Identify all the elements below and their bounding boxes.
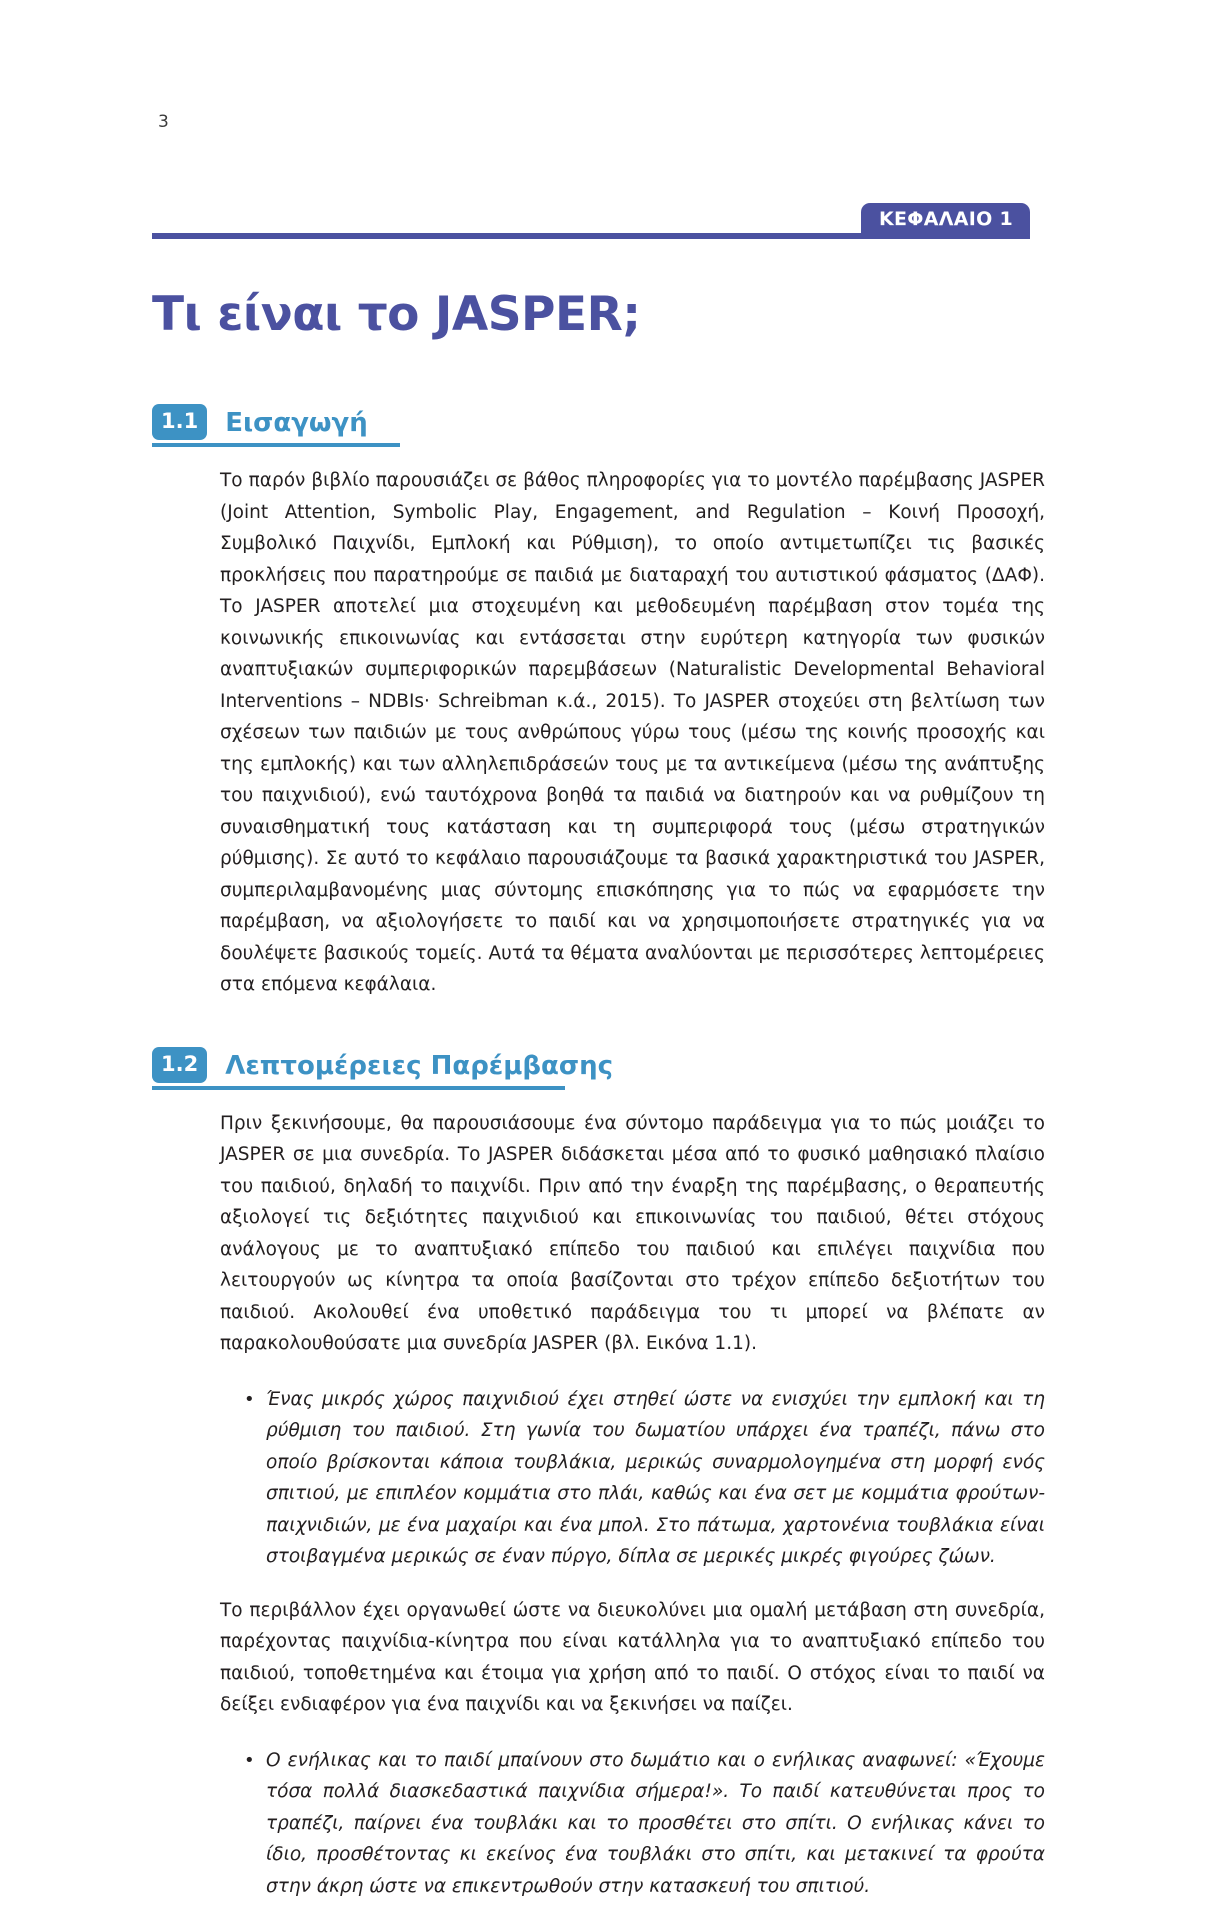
- section-underline-1-1: [152, 443, 400, 447]
- page-content: [152, 404, 1045, 1924]
- section-1-2-intro-paragraph: Πριν ξεκινήσουμε, θα παρουσιάσουμε ένα σύντομο παράδειγμα για το πώς μοιάζει το JASPER σε μια συνεδρία. Το JASPER διδάσκεται μέσα από το φυσικό μαθησιακό πλαίσιο του παιδιού, δηλαδή το παιχνίδι. Πριν από την έναρξη της παρέμβασης, ο θεραπευτής αξιολογεί τις δεξιότητες παιχνιδιού και επικοινωνίας του παιδιού, θέτει στόχους ανάλογους με το αναπτυξιακό επίπεδο του παιδιού και επιλέγει παιχνίδια που λειτουργούν ως κίνητρα τα οποία βασίζονται στο τρέχον επίπεδο δεξιοτήτων του παιδιού. Ακολουθεί ένα υποθετικό παράδειγμα του τι μπορεί να βλέπατε αν παρακολουθούσατε μια συνεδρία JASPER (βλ. Εικόνα 1.1).: [220, 1112, 1045, 1354]
- example-bullet-list-1: [152, 1384, 1045, 1573]
- section-1-2-middle-paragraph: Το περιβάλλον έχει οργανωθεί ώστε να διευκολύνει μια ομαλή μετάβαση στη συνεδρία, παρέχοντας παιχνίδια-κίνητρα που είναι κατάλληλα για το αναπτυξιακό επίπεδο του παιδιού, τοποθετημένα και έτοιμα για χρήση από το παιδί. Ο στόχος είναι το παιδί να δείξει ενδιαφέρον για ένα παιχνίδι και να ξεκινήσει να παίζει.: [220, 1599, 1045, 1715]
- section-underline-1-2: [152, 1086, 565, 1090]
- page-number: 3: [158, 112, 170, 132]
- chapter-badge: [861, 203, 1030, 236]
- section-gap: [152, 1025, 1045, 1047]
- chapter-badge-label: ΚΕΦΑΛΑΙΟ 1: [878, 208, 1013, 230]
- section-number-1-2: 1.2: [152, 1047, 207, 1083]
- section-title-1-1: Εισαγωγή: [225, 408, 368, 438]
- list-item: • Ένας μικρός χώρος παιχνιδιού έχει στηθεί ώστε να ενισχύει την εμπλοκή και τη ρύθμιση του παιδιού. Στη γωνία του δωματίου υπάρχει ένα τραπέζι, πάνω στο οποίο βρίσκονται κάποια τουβλάκια, μερικώς συναρμολογημένα στη μορφή ενός σπιτιού, με επιπλέον κομμάτια στο πλάι, καθώς και ένα σετ με κομμάτια φρούτων-παιχνιδιών, με ένα μαχαίρι και ένα μπολ. Στο πάτωμα, χαρτονένια τουβλάκια είναι στοιβαγμένα μερικώς σε έναν πύργο, δίπλα σε μερικές μικρές φιγούρες ζώων.: [244, 1384, 1045, 1573]
- section-heading-1-1: [152, 404, 1045, 447]
- section-number-1-1: 1.1: [152, 404, 207, 440]
- section-heading-1-2: [152, 1047, 1045, 1090]
- section-1-1-paragraph-1: Το παρόν βιβλίο παρουσιάζει σε βάθος πληροφορίες για το μοντέλο παρέμβασης JASPER (Joint Attention, Symbolic Play, Engagement, and Regulation – Κοινή Προσοχή, Συμβολικό Παιχνίδι, Εμπλοκή και Ρύθμιση), το οποίο αντιμετωπίζει τις βασικές προκλήσεις που παρατηρούμε σε παιδιά με διαταραχή του αυτιστικού φάσματος (ΔΑΦ). Το JASPER αποτελεί μια στοχευμένη και μεθοδευμένη παρέμβαση στον τομέα της κοινωνικής επικοινωνίας και εντάσσεται στην ευρύτερη κατηγορία των φυσικών αναπτυξιακών συμπεριφορικών παρεμβάσεων (Naturalistic Developmental Behavioral Interventions – NDBIs· Schreibman κ.ά., 2015). Το JASPER στοχεύει στη βελτίωση των σχέσεων των παιδιών με τους ανθρώπους γύρω τους (μέσω της κοινής προσοχής και της εμπλοκής) και των αλληλεπιδράσεών τους με τα αντικείμενα (μέσω της ανάπτυξης του παιχνιδιού), ενώ ταυτόχρονα βοηθά τα παιδιά να διατηρούν και να ρυθμίζουν τη συναισθηματική τους κατάσταση και τη συμπεριφορά τους (μέσω στρατηγικών ρύθμισης). Σε αυτό το κεφάλαιο παρουσιάζουμε τα βασικά χαρακτηριστικά του JASPER, συμπεριλαμβανομένης μιας σύντομης επισκόπησης για το πώς να εφαρμόσετε την παρέμβαση, να αξιολογήσετε το παιδί και να χρησιμοποιήσετε στρατηγικές για να δουλέψετε βασικούς τομείς. Αυτά τα θέματα αναλύονται με περισσότερες λεπτομέρειες στα επόμενα κεφάλαια.: [220, 470, 1045, 995]
- example-bullet-list-2: [152, 1745, 1045, 1903]
- chapter-header-band: [152, 203, 1030, 239]
- list-item: • Ο ενήλικας και το παιδί μπαίνουν στο δωμάτιο και ο ενήλικας αναφωνεί: «Έχουμε τόσα πολλά διασκεδαστικά παιχνίδια σήμερα!». Το παιδί κατευθύνεται προς το τραπέζι, παίρνει ένα τουβλάκι και το προσθέτει στο σπίτι. Ο ενήλικας κάνει το ίδιο, προσθέτοντας κι εκείνος ένα τουβλάκι στο σπίτι, και μετακινεί τα φρούτα στην άκρη ώστε να επικεντρωθούν στην κατασκευή του σπιτιού.: [244, 1745, 1045, 1903]
- section-title-1-2: Λεπτομέρειες Παρέμβασης: [225, 1050, 614, 1081]
- chapter-title: Τι είναι το JASPER;: [152, 287, 641, 343]
